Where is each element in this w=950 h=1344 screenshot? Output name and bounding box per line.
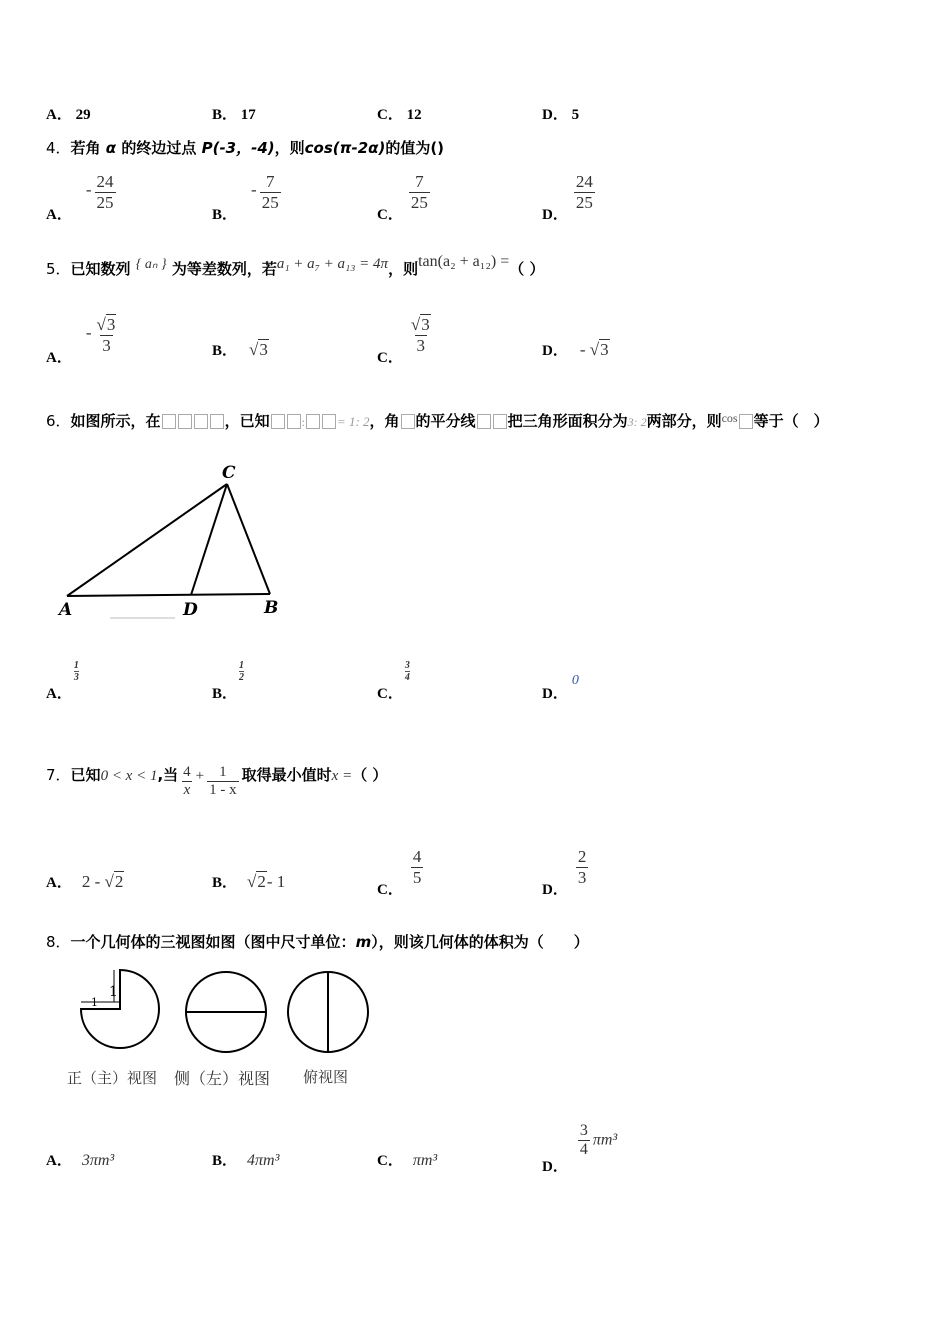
q7-option-a: A． 2 - √2 xyxy=(46,872,124,891)
segment-cd xyxy=(191,484,227,595)
q8-stem: 8．一个几何体的三视图如图（图中尺寸单位：m），则该几何体的体积为（ ） xyxy=(46,933,589,951)
front-view-caption: 正（主）视图 xyxy=(67,1069,158,1087)
q3-option-b: B． 17 xyxy=(212,107,256,123)
q8-option-a: A． 3πm³ xyxy=(46,1152,115,1169)
q6-option-c: C． $\frac{3}{4}$ xyxy=(377,660,410,702)
placeholder-icon xyxy=(194,414,208,429)
placeholder-icon xyxy=(306,414,320,429)
q6-triangle-figure xyxy=(55,458,295,628)
segment-ac xyxy=(67,484,227,596)
q7-stem: 7．已知0 < x < 1,当 $\frac{4}{x}$ + $\frac{1}{1 - x}$ 取得最小值时x =（ ） xyxy=(46,764,388,799)
q8-option-c: C． πm³ xyxy=(377,1152,438,1169)
q4-option-a: A．- $\frac{24}{25}$ xyxy=(46,172,114,224)
q8-option-d: D． $\frac{3}{4}$ πm³ xyxy=(542,1122,618,1176)
q7-option-b: B． √2- 1 xyxy=(212,872,286,891)
side-view-caption: 侧（左）视图 xyxy=(174,1069,271,1088)
q5-option-d: D． - √3 xyxy=(542,340,609,359)
vertex-label-d: D xyxy=(183,600,198,620)
vertex-label-b: B xyxy=(264,598,279,618)
placeholder-icon xyxy=(739,414,753,429)
q4-option-d: D． $\frac{24}{25}$ xyxy=(542,172,593,224)
q5-option-c: C． $\frac{√3}{3}$ xyxy=(377,315,430,367)
q6-option-a: A． $\frac{1}{3}$ xyxy=(46,660,79,702)
q3-option-a: A． 29 xyxy=(46,107,91,123)
placeholder-icon xyxy=(401,414,415,429)
vertex-label-a: A xyxy=(59,600,73,620)
q6-stem: 6．如图所示，在 ，已知 : = 1: 2，角 的平分线 把三角形面积分为3: 2两部分，则$^{cos}$ 等于（ ） xyxy=(46,411,829,430)
q6-option-d: D．0 xyxy=(542,673,579,702)
placeholder-icon xyxy=(210,414,224,429)
q5-stem: 5．已知数列 { aₙ } 为等差数列，若a₁ + a₇ + a₁₃ = 4π，则tan(a₂ + a₁₂) =（ ） xyxy=(46,253,545,278)
vertex-label-c: C xyxy=(222,463,236,483)
q4-option-c: C． $\frac{7}{25}$ xyxy=(377,172,428,224)
placeholder-icon xyxy=(162,414,176,429)
placeholder-icon xyxy=(493,414,507,429)
front-view-shape xyxy=(81,970,159,1048)
q3-option-c: C． 12 xyxy=(377,107,422,123)
placeholder-icon xyxy=(178,414,192,429)
q5-option-a: A．- $\frac{√3}{3}$ xyxy=(46,315,116,367)
q8-option-b: B． 4πm³ xyxy=(212,1152,280,1169)
placeholder-icon xyxy=(322,414,336,429)
q7-option-c: C． $\frac{4}{5}$ xyxy=(377,847,422,899)
top-view-caption: 俯视图 xyxy=(303,1068,349,1086)
placeholder-icon xyxy=(271,414,285,429)
q6-option-b: B． $\frac{1}{2}$ xyxy=(212,660,245,702)
q5-option-b: B． √3 xyxy=(212,340,268,359)
q7-option-d: D． $\frac{2}{3}$ xyxy=(542,847,587,899)
q4-option-b: B．- $\frac{7}{25}$ xyxy=(212,172,279,224)
segment-bc xyxy=(227,484,270,594)
dim-label-v: 1 xyxy=(109,984,118,1000)
dim-label-h: 1 xyxy=(91,996,98,1009)
q3-option-d: D． 5 xyxy=(542,107,580,123)
placeholder-icon xyxy=(477,414,491,429)
segment-ab xyxy=(67,594,270,596)
placeholder-icon xyxy=(287,414,301,429)
q4-stem: 4．若角 α 的终边过点 P(-3，-4)，则cos(π-2α)的值为() xyxy=(46,139,445,157)
